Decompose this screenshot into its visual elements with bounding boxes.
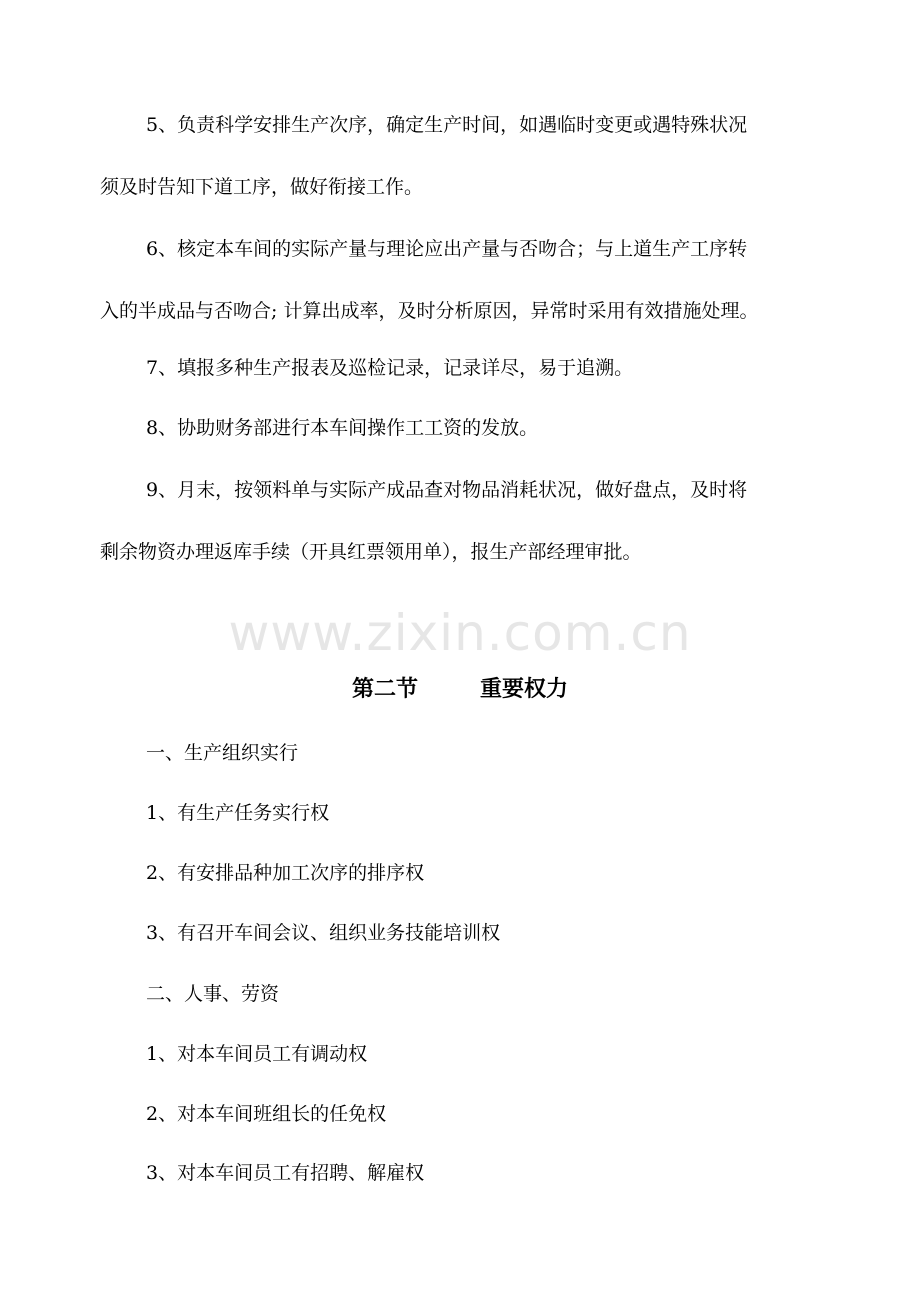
paragraph-line: 8、协助财务部进行本车间操作工工资的发放。 [146, 417, 539, 439]
paragraph-6 [100, 237, 825, 361]
section-title: 重要权力 [480, 677, 569, 702]
paragraph-8 [100, 416, 825, 478]
list-item: 3、对本车间员工有招聘、解雇权 [146, 1162, 425, 1184]
list-item: 1、对本车间员工有调动权 [146, 1043, 368, 1065]
list-item: 2、对本车间班组长的任免权 [146, 1103, 387, 1125]
paragraph-line: 6、核定本车间的实际产量与理论应出产量与否吻合；与上道生产工序转 [146, 238, 748, 260]
watermark: www.zixin.com.cn [228, 604, 692, 662]
list-item: 3、有召开车间会议、组织业务技能培训权 [146, 922, 501, 944]
list-item: 一、生产组织实行 [146, 742, 299, 764]
list-item: 1、有生产任务实行权 [146, 802, 330, 824]
paragraph-line: 须及时告知下道工序，做好衔接工作。 [100, 176, 424, 198]
paragraph-line: 5、负责科学安排生产次序，确定生产时间，如遇临时变更或遇特殊状况 [146, 114, 748, 136]
paragraph-9 [100, 478, 825, 602]
paragraph-5 [100, 113, 825, 237]
list-item: 2、有安排品种加工次序的排序权 [146, 862, 425, 884]
section-heading [0, 672, 920, 703]
paragraph-7 [100, 356, 825, 418]
paragraph-line: 9、月末，按领料单与实际产成品查对物品消耗状况，做好盘点，及时将 [146, 479, 748, 501]
paragraph-line: 入的半成品与否吻合; 计算出成率，及时分析原因，异常时采用有效措施处理。 [100, 300, 759, 322]
list-item: 二、人事、劳资 [146, 983, 280, 1005]
paragraph-line: 7、填报多种生产报表及巡检记录，记录详尽，易于追溯。 [146, 357, 634, 379]
section-number: 第二节 [351, 677, 418, 702]
paragraph-line: 剩余物资办理返库手续（开具红票领用单），报生产部经理审批。 [100, 541, 642, 563]
